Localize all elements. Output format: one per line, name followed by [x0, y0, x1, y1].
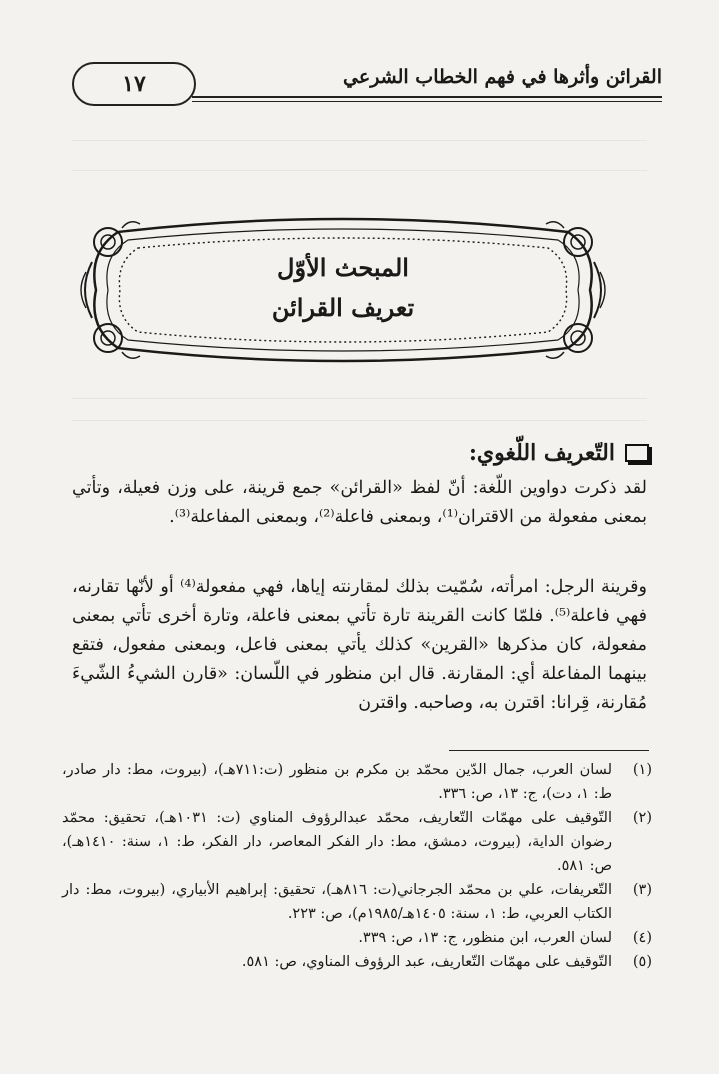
body-paragraph: وقرينة الرجل: امرأته، سُمّيت بذلك لمقارنته إياها، فهي مفعولة⁽⁴⁾ أو لأنّها تقارنه، فهي فاعلة⁽⁵⁾. فلمّا كانت القرينة تارة تأتي بمعنى فاعلة، وتارة أخرى تأتي بمعنى مفعولة، كان مذكرها «القرين» كذلك يأتي بمعنى فاعل، وبمعنى مفعول، فتقع بينهما المفاعلة أي: المقارنة. قال ابن منظور في اللّسان: «قارن الشيءُ الشّيءَ مُقارنة، قِرانا: اقترن به، وصاحبه. واقترن [72, 577, 647, 713]
chapter-subtitle: تعريف القرائن [271, 293, 415, 322]
footnote [62, 926, 652, 950]
running-title: القرائن وأثرها في فهم الخطاب الشرعي [343, 66, 662, 88]
header-rule [192, 101, 662, 102]
running-header [62, 60, 662, 106]
footnote-number: (٥) [632, 954, 652, 970]
footnote [62, 758, 652, 806]
footnote-number: (٤) [632, 930, 652, 946]
footnotes [62, 758, 652, 974]
bleed-through [72, 140, 647, 141]
bleed-through [72, 170, 647, 171]
footnote-text: لسان العرب، ابن منظور، ج: ١٣، ص: ٣٣٩. [358, 930, 612, 946]
body-paragraph: لقد ذكرت دواوين اللّغة: أنّ لفظ «القرائن» جمع قرينة، على وزن فعيلة، وتأتي بمعنى مفعولة من الاقتران⁽¹⁾، وبمعنى فاعلة⁽²⁾، وبمعنى المفاعلة⁽³⁾. [72, 478, 647, 527]
section-heading-text: التّعريف اللّغوي: [468, 440, 615, 466]
page-number: ١٧ [72, 62, 196, 106]
chapter-ornament [78, 212, 608, 368]
footnote [62, 806, 652, 878]
chapter-title: المبحث الأوّل [277, 253, 409, 282]
footnote-text: التّوقيف على مهمّات التّعاريف، محمّد عبدالرؤوف المناوي (ت: ١٠٣١هـ)، تحقيق: محمّد رضوان الداية، (بيروت، دمشق، مط: دار الفكر المعاصر، دار الفكر، ط: ١، سنة: ١٤١٠هـ)، ص: ٥٨١. [62, 810, 612, 874]
chapter-title-block [78, 248, 608, 328]
footnote [62, 950, 652, 974]
footnote-separator [449, 750, 649, 751]
footnote-text: التّوقيف على مهمّات التّعاريف، عبد الرؤوف المناوي، ص: ٥٨١. [241, 954, 612, 970]
checkbox-icon [625, 444, 649, 462]
footnote-number: (٢) [632, 810, 652, 826]
footnote-number: (٣) [632, 882, 652, 898]
footnote-text: التّعريفات، علي بن محمّد الجرجاني(ت: ٨١٦هـ)، تحقيق: إبراهيم الأبياري، (بيروت، مط: دار الكتاب العربي، ط: ١، سنة: ١٤٠٥هـ/١٩٨٥م)، ص: ٢٢٣. [62, 882, 613, 922]
footnote-text: لسان العرب، جمال الدّين محمّد بن مكرم بن منظور (ت:٧١١هـ)، (بيروت، مط: دار صادر، ط: ١، دت)، ج: ١٣، ص: ٣٣٦. [62, 762, 612, 802]
bleed-through [72, 398, 647, 399]
footnote [62, 878, 652, 926]
bleed-through [72, 420, 647, 421]
header-rule [192, 96, 662, 98]
section-heading [249, 436, 649, 470]
footnote-number: (١) [632, 762, 652, 778]
